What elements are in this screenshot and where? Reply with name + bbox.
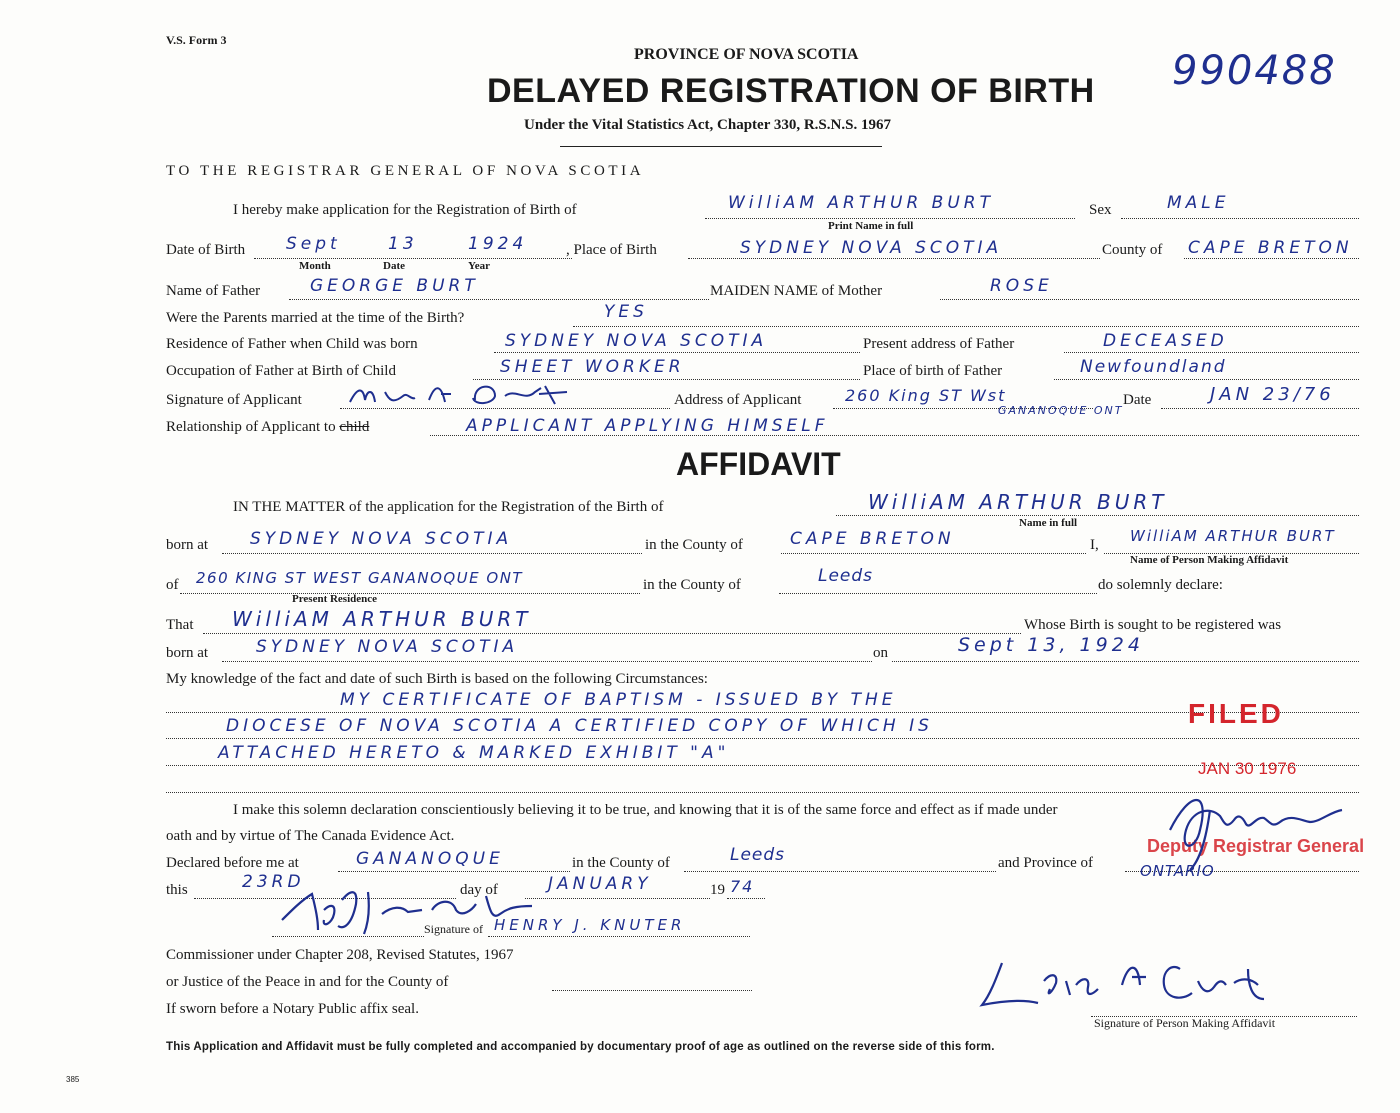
applicant-name-field[interactable]: WilliAM ARTHUR BURT [728, 193, 994, 213]
dob-year-field[interactable]: 1924 [468, 234, 528, 254]
printer-code: 385 [66, 1075, 80, 1084]
dob-label: Date of Birth [166, 242, 246, 258]
affiant-signature [972, 955, 1302, 1017]
pob-field[interactable]: SYDNEY NOVA SCOTIA [740, 238, 1003, 258]
application-date-field[interactable]: JAN 23/76 [1210, 384, 1335, 405]
declared-at-field[interactable]: GANANOQUE [356, 849, 504, 869]
year-caption: Year [468, 260, 490, 272]
sex-field[interactable]: MALE [1167, 193, 1230, 213]
month-caption: Month [299, 260, 331, 272]
filed-stamp-date: JAN 30 1976 [1198, 759, 1297, 778]
father-address-field[interactable]: DECEASED [1103, 331, 1228, 351]
affidavit-name-caption: Name in full [1019, 517, 1078, 529]
county2-field[interactable]: Leeds [818, 566, 874, 586]
commissioner-line: Commissioner under Chapter 208, Revised Statutes, 1967 [166, 947, 514, 963]
justice-line: or Justice of the Peace in and for the County of [166, 974, 449, 990]
dob-month-field[interactable]: Sept [286, 234, 341, 254]
affiant-signature-caption: Signature of Person Making Affidavit [1094, 1016, 1276, 1030]
this-label: this [166, 882, 188, 898]
county3-field[interactable]: Leeds [730, 845, 786, 865]
occupation-label: Occupation of Father at Birth of Child [166, 363, 396, 379]
county-label: County of [1102, 242, 1163, 258]
county-field[interactable]: CAPE BRETON [1188, 238, 1353, 258]
born2-field[interactable]: SYDNEY NOVA SCOTIA [256, 637, 519, 657]
that-label: That [166, 617, 194, 633]
filed-stamp: FILED [1188, 698, 1284, 729]
province-label: and Province of [998, 855, 1093, 871]
on-label: on [873, 645, 888, 661]
father-field[interactable]: GEORGE BURT [310, 276, 479, 296]
applicant-signature-label: Signature of Applicant [166, 392, 302, 408]
month-field[interactable]: JANUARY [548, 874, 652, 894]
occupation-field[interactable]: SHEET WORKER [500, 357, 685, 377]
born-at-label: born at [166, 537, 209, 553]
applicant-address-field[interactable]: 260 King ST Wst [845, 386, 1007, 405]
declare-label: do solemnly declare: [1098, 577, 1223, 593]
form-number: V.S. Form 3 [166, 33, 227, 47]
footer-note: This Application and Affidavit must be fully completed and accompanied by documentary proof of age as outlined on the reverse side of this form. [166, 1041, 995, 1053]
i-label: I, [1090, 537, 1099, 553]
form-subtitle: Under the Vital Statistics Act, Chapter 330, R.S.N.S. 1967 [524, 117, 891, 133]
father-pob-label: Place of birth of Father [863, 363, 1003, 379]
sex-label: Sex [1089, 202, 1112, 218]
intro-label: I hereby make application for the Registration of Birth of [233, 202, 577, 218]
matter-label: IN THE MATTER of the application for the Registration of the Birth of [233, 499, 664, 515]
year-suffix-field[interactable]: 74 [730, 877, 755, 896]
registration-number: 990488 [1172, 48, 1337, 94]
title-rule [560, 146, 882, 147]
married-label: Were the Parents married at the time of the Birth? [166, 310, 465, 326]
form-title: DELAYED REGISTRATION OF BIRTH [487, 72, 1095, 110]
solemn-declaration-line-1: I make this solemn declaration conscientiously believing it to be true, and knowing that it is of the same force and effect as if made under [233, 802, 1058, 818]
year-prefix: 19 [710, 882, 725, 898]
circumstance-line-3[interactable]: ATTACHED HERETO & MARKED EXHIBIT "A" [218, 743, 730, 763]
signature-of-label: Signature of [424, 922, 483, 936]
date-label: Date [1123, 392, 1152, 408]
county3-label: in the County of [572, 855, 670, 871]
relationship-label: Relationship of Applicant to child [166, 419, 370, 435]
of-label: of [166, 577, 179, 593]
applicant-signature [345, 380, 585, 412]
applicant-address-line2[interactable]: GANANOQUE ONT [998, 404, 1124, 417]
born-at-field[interactable]: SYDNEY NOVA SCOTIA [250, 529, 513, 549]
residence-caption: Present Residence [292, 593, 378, 605]
affidavit-county-field[interactable]: CAPE BRETON [790, 529, 955, 549]
on-date-field[interactable]: Sept 13, 1924 [958, 634, 1144, 656]
married-field[interactable]: YES [604, 302, 648, 322]
born2-label: born at [166, 645, 209, 661]
name-caption: Print Name in full [828, 220, 914, 232]
solemn-declaration-line-2: oath and by virtue of The Canada Evidence Act. [166, 828, 455, 844]
circumstance-line-1[interactable]: MY CERTIFICATE OF BAPTISM - ISSUED BY THE [340, 690, 897, 710]
knowledge-label: My knowledge of the fact and date of such Birth is based on the following Circumstances: [166, 671, 708, 687]
pob-label: , Place of Birth [566, 242, 657, 258]
affidavit-name-field[interactable]: WilliAM ARTHUR BURT [868, 490, 1168, 514]
applicant-address-label: Address of Applicant [674, 392, 802, 408]
father-address-label: Present address of Father [863, 336, 1015, 352]
commissioner-name-field[interactable]: HENRY J. KNUTER [494, 916, 686, 934]
circumstance-line-2[interactable]: DIOCESE OF NOVA SCOTIA A CERTIFIED COPY OF WHICH IS [226, 716, 933, 736]
affiant-name-field[interactable]: WilliAM ARTHUR BURT [1130, 527, 1336, 545]
mother-field[interactable]: ROSE [990, 276, 1053, 296]
province-heading: PROVINCE OF NOVA SCOTIA [634, 46, 859, 63]
county2-label: in the County of [643, 577, 741, 593]
date-caption: Date [383, 260, 405, 272]
deputy-registrar-stamp: Deputy Registrar General [1147, 836, 1365, 856]
affidavit-heading: AFFIDAVIT [676, 446, 841, 482]
relationship-field[interactable]: APPLICANT APPLYING HIMSELF [466, 416, 829, 436]
this-day-field[interactable]: 23RD [242, 872, 305, 892]
father-residence-label: Residence of Father when Child was born [166, 336, 418, 352]
mother-label: MAIDEN NAME of Mother [710, 283, 883, 299]
residence-field[interactable]: 260 KING ST WEST GANANOQUE ONT [196, 569, 524, 587]
father-pob-field[interactable]: Newfoundland [1080, 357, 1227, 377]
day-of-label: day of [460, 882, 498, 898]
father-label: Name of Father [166, 283, 261, 299]
father-residence-field[interactable]: SYDNEY NOVA SCOTIA [505, 331, 768, 351]
whose-label: Whose Birth is sought to be registered was [1024, 617, 1282, 633]
province-field[interactable]: ONTARIO [1140, 862, 1215, 880]
that-name-field[interactable]: WilliAM ARTHUR BURT [232, 607, 532, 631]
declared-label: Declared before me at [166, 855, 299, 871]
notary-line: If sworn before a Notary Public affix seal. [166, 1001, 419, 1017]
addressee-line: TO THE REGISTRAR GENERAL OF NOVA SCOTIA [166, 163, 645, 179]
county-of-label: in the County of [645, 537, 743, 553]
affiant-caption: Name of Person Making Affidavit [1130, 554, 1289, 566]
dob-date-field[interactable]: 13 [388, 234, 418, 254]
